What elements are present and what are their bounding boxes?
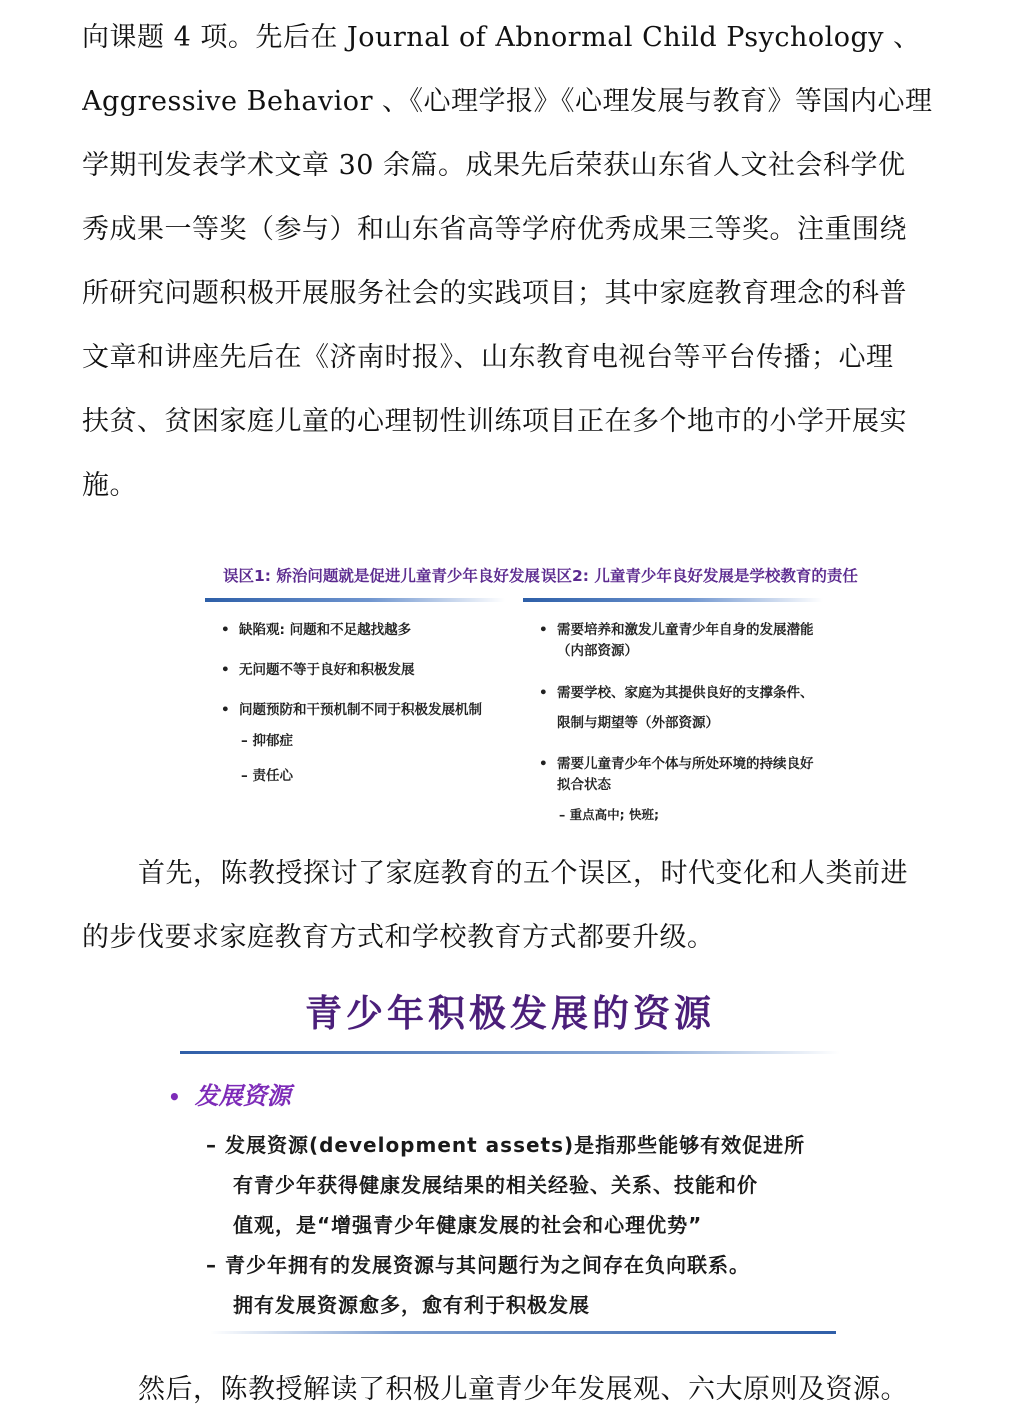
list-item: • 问题预防和干预机制不同于积极发展机制 <box>221 700 505 721</box>
bullet-icon: • <box>221 702 230 718</box>
text-line: 扶贫、贫困家庭儿童的心理韧性训练项目正在多个地市的小学开展实 <box>82 406 907 437</box>
text-line: 的步伐要求家庭教育方式和学校教育方式都要升级。 <box>82 922 715 953</box>
bullet-icon: • <box>539 685 548 701</box>
text-line: 施。 <box>82 470 137 501</box>
body-paragraph-2 <box>82 842 942 970</box>
list-item: • 需要儿童青少年个体与所处环境的持续良好拟合状态 <box>539 756 814 793</box>
text-line: 拥有发展资源愈多，愈有利于积极发展 <box>233 1293 590 1317</box>
sub-list-item: – 重点高中; 快班; <box>559 807 659 822</box>
text-line: 秀成果一等奖（参与）和山东省高等学府优秀成果三等奖。注重围绕 <box>82 214 907 245</box>
body-paragraph-3 <box>82 1358 942 1422</box>
list-item: • 需要学校、家庭为其提供良好的支撑条件、限制与期望等（外部资源） <box>539 678 823 738</box>
misconception-2-column <box>523 540 858 833</box>
bullet-icon: • <box>168 1085 181 1109</box>
text-line: 所研究问题积极开展服务社会的实践项目；其中家庭教育理念的科普 <box>82 278 907 309</box>
text-line: 然后，陈教授解读了积极儿童青少年发展观、六大原则及资源。 <box>138 1374 908 1405</box>
bullet-icon: • <box>539 622 548 638</box>
title-underline <box>205 598 505 602</box>
text-line: 首先，陈教授探讨了家庭教育的五个误区，时代变化和人类前进 <box>138 858 908 889</box>
title-rule <box>180 1051 840 1054</box>
bullet-icon: • <box>539 756 548 772</box>
slide-body <box>206 1125 870 1325</box>
body-paragraph-1 <box>82 6 942 518</box>
list-item: • 缺陷观: 问题和不足越找越多 <box>221 620 505 641</box>
dash-icon: – <box>206 1253 217 1277</box>
title-underline <box>523 598 823 602</box>
bottom-rule <box>210 1331 836 1334</box>
section-heading-text: 发展资源 <box>194 1082 291 1110</box>
sub-list-item: – 责任心 <box>241 768 293 784</box>
dash-icon: – <box>206 1133 217 1157</box>
bullet-icon: • <box>221 622 230 638</box>
text-line: 值观，是“增强青少年健康发展的社会和心理优势” <box>233 1213 703 1237</box>
slide-image-misconceptions <box>205 540 858 830</box>
text-line: – 发展资源(development assets)是指那些能够有效促进所 <box>206 1133 806 1157</box>
text-line: – 青少年拥有的发展资源与其问题行为之间存在负向联系。 <box>206 1253 750 1277</box>
misconception-1-list <box>205 620 505 787</box>
slide-image-development-assets <box>150 975 870 1355</box>
text-line: 学期刊发表学术文章 30 余篇。成果先后荣获山东省人文社会科学优 <box>82 150 906 181</box>
text-line: 向课题 4 项。先后在 Journal of Abnormal Child Psychology 、 <box>82 22 921 53</box>
text-line: Aggressive Behavior 、《心理学报》《心理发展与教育》等国内心理 <box>82 86 933 117</box>
slide-title: 青少年积极发展的资源 <box>305 992 715 1035</box>
section-heading <box>168 1076 870 1111</box>
misconception-2-title: 误区2: 儿童青少年良好发展是学校教育的责任 <box>541 567 858 585</box>
list-item: • 需要培养和激发儿童青少年自身的发展潜能（内部资源） <box>539 622 814 659</box>
misconception-1-title: 误区1: 矫治问题就是促进儿童青少年良好发展 <box>223 567 540 585</box>
misconception-2-list <box>523 620 823 825</box>
list-item: • 无问题不等于良好和积极发展 <box>221 660 505 681</box>
misconception-1-column <box>205 540 540 801</box>
sub-list-item: – 抑郁症 <box>241 733 293 749</box>
text-line: 有青少年获得健康发展结果的相关经验、关系、技能和价 <box>233 1173 758 1197</box>
bullet-icon: • <box>221 662 230 678</box>
text-line: 文章和讲座先后在《济南时报》、山东教育电视台等平台传播；心理 <box>82 342 894 373</box>
